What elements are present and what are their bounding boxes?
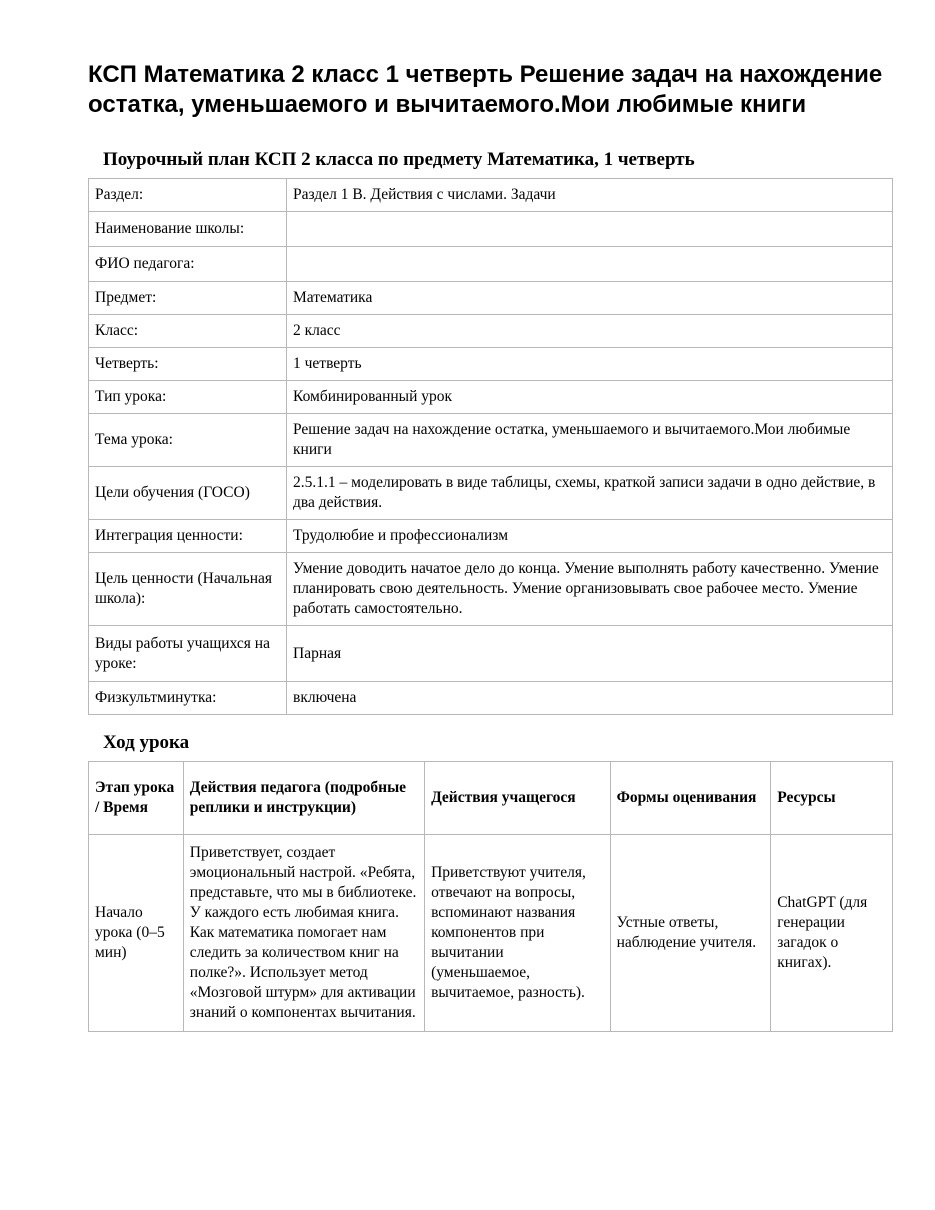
- info-row-learning-goals: [89, 467, 893, 520]
- info-value: [287, 212, 893, 247]
- info-value: Математика: [287, 282, 893, 315]
- cell-assessment-forms: Устные ответы, наблюдение учителя.: [610, 835, 771, 1032]
- info-label: Цели обучения (ГОСО): [89, 467, 287, 520]
- info-row-subject: [89, 282, 893, 315]
- info-label: ФИО педагога:: [89, 247, 287, 282]
- info-label: Физкультминутка:: [89, 682, 287, 715]
- info-value: 2.5.1.1 – моделировать в виде таблицы, схемы, краткой записи задачи в одно действие, в два действия.: [287, 467, 893, 520]
- cell-resources: ChatGPT (для генерации загадок о книгах).: [771, 835, 893, 1032]
- header-assessment-forms: Формы оценивания: [610, 762, 771, 835]
- info-label: Цель ценности (Начальная школа):: [89, 553, 287, 626]
- info-row-work-types: [89, 626, 893, 682]
- header-student-actions: Действия учащегося: [425, 762, 611, 835]
- info-value: Раздел 1 В. Действия с числами. Задачи: [287, 179, 893, 212]
- info-value: 1 четверть: [287, 348, 893, 381]
- info-label: Предмет:: [89, 282, 287, 315]
- info-value: [287, 247, 893, 282]
- document-page: [88, 0, 893, 1032]
- info-row-grade: [89, 315, 893, 348]
- header-stage: Этап урока / Время: [89, 762, 184, 835]
- header-resources: Ресурсы: [771, 762, 893, 835]
- info-value: Решение задач на нахождение остатка, уменьшаемого и вычитаемого.Мои любимые книги: [287, 414, 893, 467]
- info-value: включена: [287, 682, 893, 715]
- info-row-quarter: [89, 348, 893, 381]
- lesson-progress-heading: Ход урока: [103, 732, 190, 753]
- info-label: Тип урока:: [89, 381, 287, 414]
- info-label: Четверть:: [89, 348, 287, 381]
- info-row-school: [89, 212, 893, 247]
- info-row-lesson-type: [89, 381, 893, 414]
- lesson-progress-table: [88, 761, 893, 1032]
- info-row-value-integration: [89, 520, 893, 553]
- info-value: Комбинированный урок: [287, 381, 893, 414]
- info-value: Умение доводить начатое дело до конца. Умение выполнять работу качественно. Умение планировать свою деятельность. Умение организовывать свое рабочее место. Умение работать самостоятельно.: [287, 553, 893, 626]
- info-label: Класс:: [89, 315, 287, 348]
- info-row-value-goal: [89, 553, 893, 626]
- cell-teacher-actions: Приветствует, создает эмоциональный настрой. «Ребята, представьте, что мы в библиотеке. У каждого есть любимая книга. Как математика помогает нам следить за количеством книг на полке?». Использует метод «Мозговой штурм» для активации знаний о компонентах вычитания.: [183, 835, 424, 1032]
- plan-heading: Поурочный план КСП 2 класса по предмету Математика, 1 четверть: [103, 149, 695, 170]
- lesson-table-header-row: [89, 762, 893, 835]
- info-row-teacher-name: [89, 247, 893, 282]
- info-label: Наименование школы:: [89, 212, 287, 247]
- document-title: КСП Математика 2 класс 1 четверть Решение задач на нахождение остатка, уменьшаемого и вычитаемого.Мои любимые книги: [88, 61, 883, 118]
- info-row-lesson-topic: [89, 414, 893, 467]
- info-value: Парная: [287, 626, 893, 682]
- lesson-info-table: [88, 178, 893, 715]
- header-teacher-actions: Действия педагога (подробные реплики и инструкции): [183, 762, 424, 835]
- info-label: Раздел:: [89, 179, 287, 212]
- info-row-section: [89, 179, 893, 212]
- info-value: 2 класс: [287, 315, 893, 348]
- info-label: Тема урока:: [89, 414, 287, 467]
- info-label: Интеграция ценности:: [89, 520, 287, 553]
- info-value: Трудолюбие и профессионализм: [287, 520, 893, 553]
- info-label: Виды работы учащихся на уроке:: [89, 626, 287, 682]
- table-row: [89, 835, 893, 1032]
- cell-student-actions: Приветствуют учителя, отвечают на вопросы, вспоминают названия компонентов при вычитании (уменьшаемое, вычитаемое, разность).: [425, 835, 611, 1032]
- info-row-physical-break: [89, 682, 893, 715]
- cell-stage: Начало урока (0–5 мин): [89, 835, 184, 1032]
